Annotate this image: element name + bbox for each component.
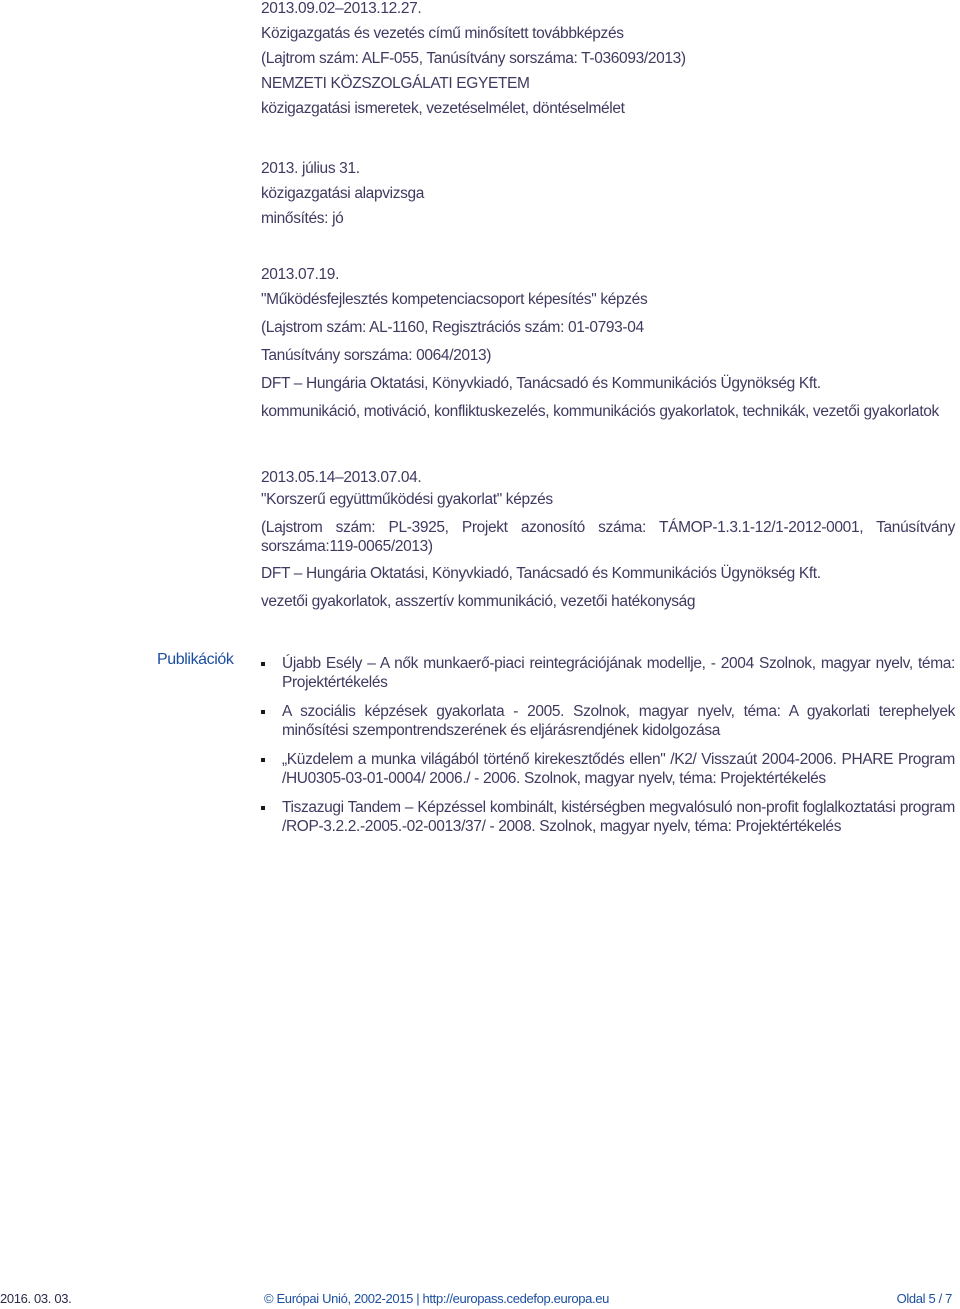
training-registration: (Lajtrom szám: ALF-055, Tanúsítvány sorszáma: T-036093/2013) — [261, 50, 686, 67]
publication-item — [261, 798, 955, 836]
training-title: "Működésfejlesztés kompetenciacsoport képesítés" képzés — [261, 291, 648, 308]
training-topics: közigazgatási ismeretek, vezetéselmélet, döntéselmélet — [261, 100, 625, 117]
publication-item — [261, 702, 955, 740]
training-topics: vezetői gyakorlatok, asszertív kommunikáció, vezetői hatékonyság — [261, 593, 696, 610]
bullet-icon — [261, 662, 265, 666]
footer-page-number: Oldal 5 / 7 — [896, 1291, 952, 1306]
training-title: "Korszerű együttműködési gyakorlat" képzés — [261, 491, 553, 508]
exam-date: 2013. július 31. — [261, 160, 360, 177]
footer-date: 2016. 03. 03. — [0, 1291, 72, 1306]
training-date: 2013.05.14–2013.07.04. — [261, 469, 422, 486]
exam-title: közigazgatási alapvizsga — [261, 185, 425, 202]
training-date: 2013.07.19. — [261, 266, 340, 283]
publications-heading: Publikációk — [157, 651, 234, 668]
training-entry-competency — [261, 266, 955, 421]
publication-text: Tiszazugi Tandem – Képzéssel kombinált, kistérségben megvalósuló non-profit foglalkoztatási program /ROP-3.2.2.-2005.-02-0013/37/ - 2008. Szolnok, magyar nyelv, téma: Projektértékelés — [282, 799, 955, 835]
footer-copyright-link[interactable]: © Európai Unió, 2002-2015 | http://europass.cedefop.europa.eu — [264, 1291, 610, 1306]
training-certificate: Tanúsítvány sorszáma: 0064/2013) — [261, 347, 492, 364]
training-organization: DFT – Hungária Oktatási, Könyvkiadó, Tanácsadó és Kommunikációs Ügynökség Kft. — [261, 375, 821, 392]
bullet-icon — [261, 758, 265, 762]
training-institution: NEMZETI KÖZSZOLGÁLATI EGYETEM — [261, 75, 530, 92]
publication-item — [261, 750, 955, 788]
exam-grade: minősítés: jó — [261, 210, 344, 227]
publications-list — [261, 654, 955, 846]
training-registration: (Lajstrom szám: AL-1160, Regisztrációs szám: 01-0793-04 — [261, 319, 644, 336]
training-organization: DFT – Hungária Oktatási, Könyvkiadó, Tanácsadó és Kommunikációs Ügynökség Kft. — [261, 565, 821, 582]
training-entry-cooperation — [261, 469, 955, 618]
exam-entry — [261, 160, 955, 235]
publication-text: A szociális képzések gyakorlata - 2005. Szolnok, magyar nyelv, téma: A gyakorlati terephelyek minősítési szempontrendszerének és eljárásrendjének kidolgozása — [282, 703, 955, 739]
training-title: Közigazgatás és vezetés című minősített továbbképzés — [261, 25, 624, 42]
publication-item — [261, 654, 955, 692]
publication-text: Újabb Esély – A nők munkaerő-piaci reintegrációjának modellje, - 2004 Szolnok, magyar nyelv, téma: Projektértékelés — [282, 655, 955, 691]
bullet-icon — [261, 806, 265, 810]
publication-text: „Küzdelem a munka világából történő kirekesztődés ellen" /K2/ Visszaút 2004-2006. PHARE Program /HU0305-03-01-0004/ 2006./ - 2006. Szolnok, magyar nyelv, téma: Projektértékelés — [282, 751, 955, 787]
training-entry-public-administration — [261, 0, 955, 125]
bullet-icon — [261, 710, 265, 714]
training-registration: (Lajstrom szám: PL-3925, Projekt azonosító száma: TÁMOP-1.3.1-12/1-2012-0001, Tanúsítvány sorszáma:119-0065/2013) — [261, 519, 955, 555]
training-date: 2013.09.02–2013.12.27. — [261, 0, 422, 17]
training-topics: kommunikáció, motiváció, konfliktuskezelés, kommunikációs gyakorlatok, technikák, vezetői gyakorlatok — [261, 403, 939, 420]
